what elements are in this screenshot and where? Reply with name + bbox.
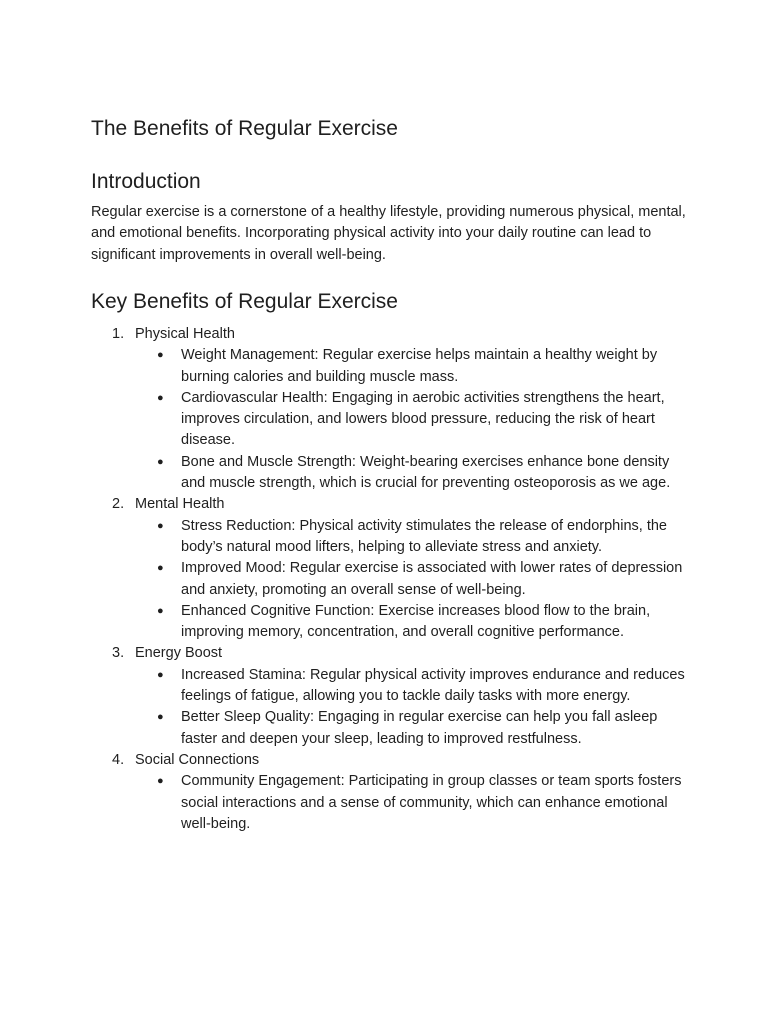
benefit-items bbox=[135, 345, 691, 494]
list-item-text: Community Engagement: Participating in group classes or team sports fosters social interactions and a sense of community, which can enhance emotional well-being. bbox=[181, 773, 682, 832]
section-title: Social Connections bbox=[135, 751, 260, 768]
introduction-heading: Introduction bbox=[91, 170, 201, 193]
bullet-icon: ● bbox=[157, 604, 164, 617]
bullet-icon: ● bbox=[157, 711, 164, 724]
list-item-text: Improved Mood: Regular exercise is associated with lower rates of depression and anxiety, promoting an overall sense of well-being. bbox=[181, 560, 683, 598]
bullet-icon: ● bbox=[157, 391, 164, 404]
section-number: 3. bbox=[112, 645, 125, 662]
list-item bbox=[135, 388, 691, 452]
benefit-section-physical-health bbox=[91, 324, 691, 494]
section-number: 4. bbox=[112, 751, 125, 768]
section-title: Mental Health bbox=[135, 496, 225, 513]
key-benefits-heading: Key Benefits of Regular Exercise bbox=[91, 290, 398, 313]
list-item bbox=[135, 345, 691, 388]
benefit-section-energy-boost bbox=[91, 643, 691, 749]
document-title: The Benefits of Regular Exercise bbox=[91, 117, 398, 140]
list-item bbox=[135, 771, 691, 835]
list-item bbox=[135, 665, 691, 708]
section-number: 1. bbox=[112, 326, 125, 342]
list-item-text: Bone and Muscle Strength: Weight-bearing exercises enhance bone density and muscle strength, which is crucial for preventing osteoporosis as we age. bbox=[181, 453, 671, 492]
section-number: 2. bbox=[112, 496, 125, 513]
bullet-icon: ● bbox=[157, 519, 164, 532]
list-item-text: Enhanced Cognitive Function: Exercise increases blood flow to the brain, improving memory, concentration, and overall cognitive performance. bbox=[181, 602, 651, 641]
list-item bbox=[135, 516, 691, 559]
key-benefits-list bbox=[91, 324, 691, 835]
list-item-text: Increased Stamina: Regular physical activity improves endurance and reduces feelings of fatigue, allowing you to tackle daily tasks with more energy. bbox=[181, 666, 685, 705]
section-title: Physical Health bbox=[135, 326, 235, 342]
list-item bbox=[135, 452, 691, 495]
list-item bbox=[135, 707, 691, 750]
benefit-section-social-connections bbox=[91, 750, 691, 835]
bullet-icon: ● bbox=[157, 775, 164, 788]
bullet-icon: ● bbox=[157, 455, 164, 468]
list-item-text: Cardiovascular Health: Engaging in aerobic activities strengthens the heart, improves circulation, and lowers blood pressure, reducing the risk of heart disease. bbox=[181, 389, 665, 449]
list-item bbox=[135, 558, 691, 601]
list-item-text: Better Sleep Quality: Engaging in regular exercise can help you fall asleep faster and deepen your sleep, leading to improved restfulness. bbox=[181, 709, 658, 747]
benefit-items bbox=[135, 516, 691, 644]
benefit-items bbox=[135, 771, 691, 835]
list-item-text: Stress Reduction: Physical activity stimulates the release of endorphins, the body’s natural mood lifters, helping to alleviate stress and anxiety. bbox=[181, 517, 667, 555]
list-item bbox=[135, 601, 691, 644]
introduction-paragraph: Regular exercise is a cornerstone of a healthy lifestyle, providing numerous physical, mental, and emotional benefits. Incorporating physical activity into your daily routine can lead to significant improvements in overall well-being. bbox=[91, 204, 686, 263]
bullet-icon: ● bbox=[157, 562, 164, 575]
bullet-icon: ● bbox=[157, 349, 164, 362]
bullet-icon: ● bbox=[157, 668, 164, 681]
benefit-section-mental-health bbox=[91, 494, 691, 643]
section-title: Energy Boost bbox=[135, 645, 223, 662]
benefit-items bbox=[135, 665, 691, 750]
list-item-text: Weight Management: Regular exercise helps maintain a healthy weight by burning calories and building muscle mass. bbox=[181, 347, 658, 385]
